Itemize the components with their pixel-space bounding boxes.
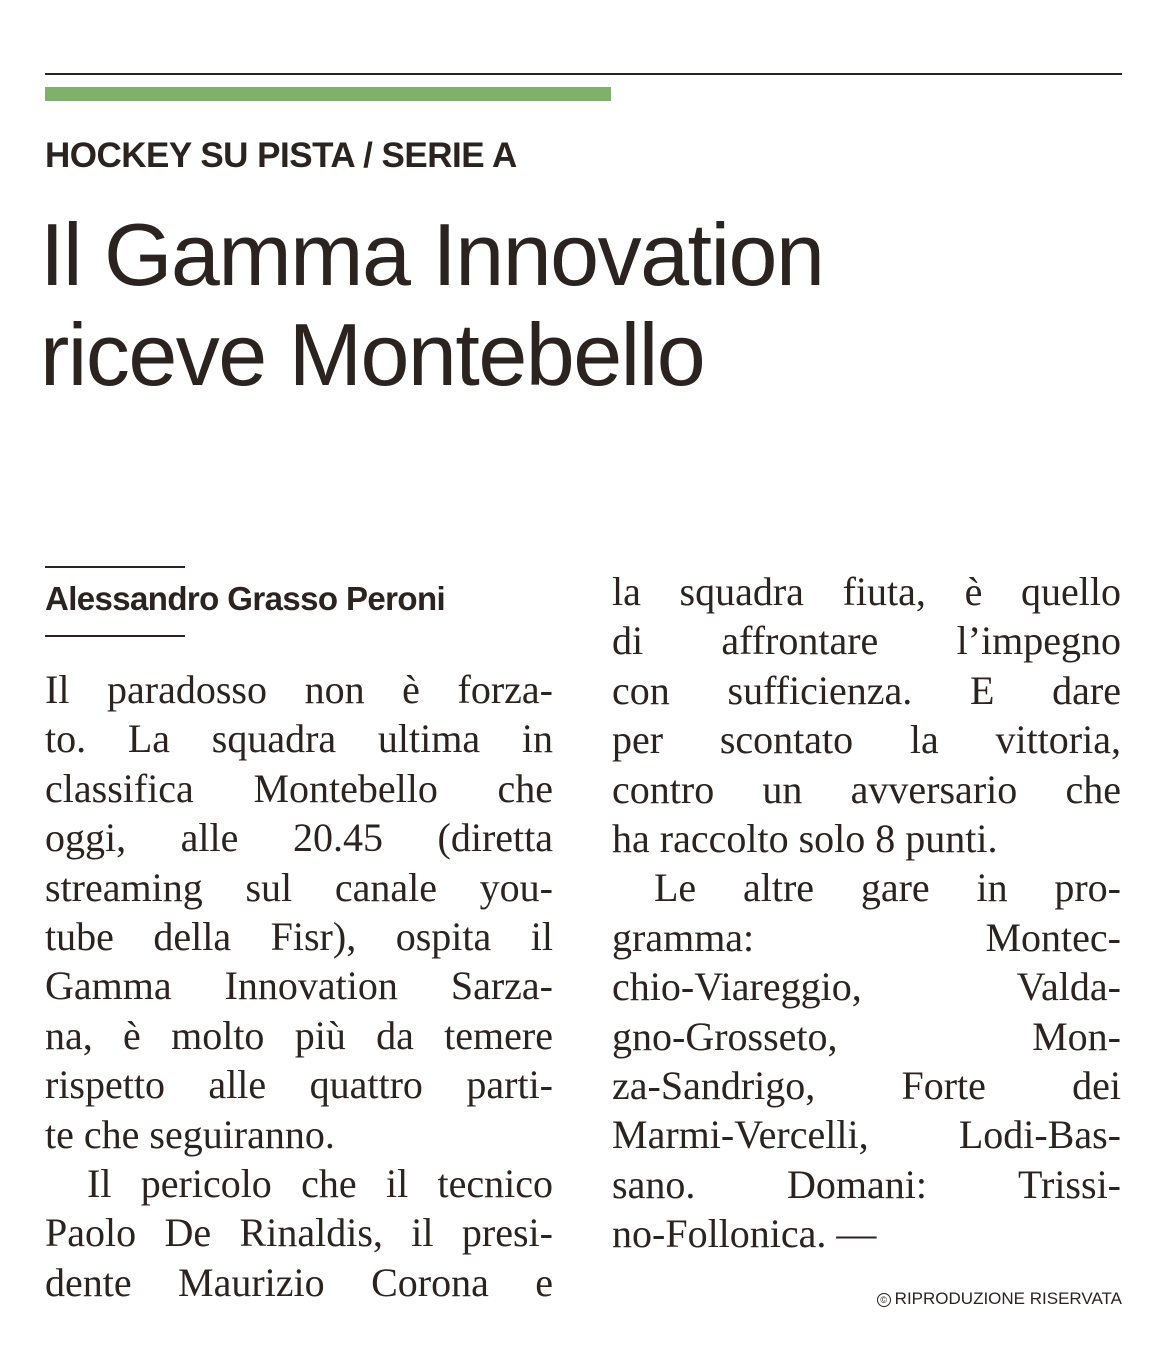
text-line: la squadra fiuta, è quello	[612, 569, 1121, 614]
text-line: no-Follonica. —	[612, 1211, 877, 1257]
text-line: Il paradosso non è forza-	[45, 667, 553, 712]
text-line: te che seguiranno.	[45, 1111, 335, 1157]
text-line: Le altre gare in pro-	[654, 865, 1121, 911]
text-line: dente Maurizio Corona e	[45, 1259, 553, 1305]
text-line: con sufficienza. E dare	[612, 667, 1121, 713]
text-line: per scontato la vittoria,	[612, 717, 1121, 763]
article-column-left	[45, 665, 553, 1307]
copyright-icon: ©	[877, 1293, 891, 1307]
text-line: Il pericolo che il tecnico	[87, 1160, 553, 1206]
byline-rule-bottom	[45, 635, 185, 637]
text-line: gramma: Montec-	[612, 914, 1121, 960]
text-line: ha raccolto solo 8 punti.	[612, 815, 998, 861]
text-line: to. La squadra ultima in	[45, 716, 553, 762]
top-rule	[45, 73, 1122, 75]
article-column-right	[612, 567, 1121, 1258]
text-line: Paolo De Rinaldis, il presi-	[45, 1210, 553, 1256]
text-line: Gamma Innovation Sarza-	[45, 963, 553, 1009]
text-line: na, è molto più da temere	[45, 1012, 553, 1058]
headline-line-1: Il Gamma Innovation	[40, 205, 824, 304]
headline-line-2: riceve Montebello	[40, 305, 705, 404]
copyright-text: RIPRODUZIONE RISERVATA	[894, 1289, 1122, 1308]
text-line: tube della Fisr), ospita il	[45, 913, 553, 959]
byline-author: Alessandro Grasso Peroni	[45, 580, 446, 617]
text-line: rispetto alle quattro parti-	[45, 1062, 553, 1108]
text-line: gno-Grosseto, Mon-	[612, 1013, 1121, 1059]
text-line: contro un avversario che	[612, 766, 1121, 812]
text-line: Marmi-Vercelli, Lodi-Bas-	[612, 1112, 1121, 1158]
text-line: chio-Viareggio, Valda-	[612, 964, 1121, 1010]
byline-rule-top	[45, 566, 185, 568]
text-line: sano. Domani: Trissi-	[612, 1161, 1121, 1207]
text-line: di affrontare l’impegno	[612, 618, 1121, 664]
text-line: streaming sul canale you-	[45, 864, 553, 910]
section-kicker: HOCKEY SU PISTA / SERIE A	[45, 136, 517, 175]
headline	[40, 205, 1140, 405]
text-line: oggi, alle 20.45 (diretta	[45, 815, 553, 861]
section-accent-bar	[45, 87, 611, 101]
text-line: classifica Montebello che	[45, 765, 553, 811]
text-line: za-Sandrigo, Forte dei	[612, 1062, 1121, 1108]
copyright-notice	[877, 1289, 1122, 1309]
